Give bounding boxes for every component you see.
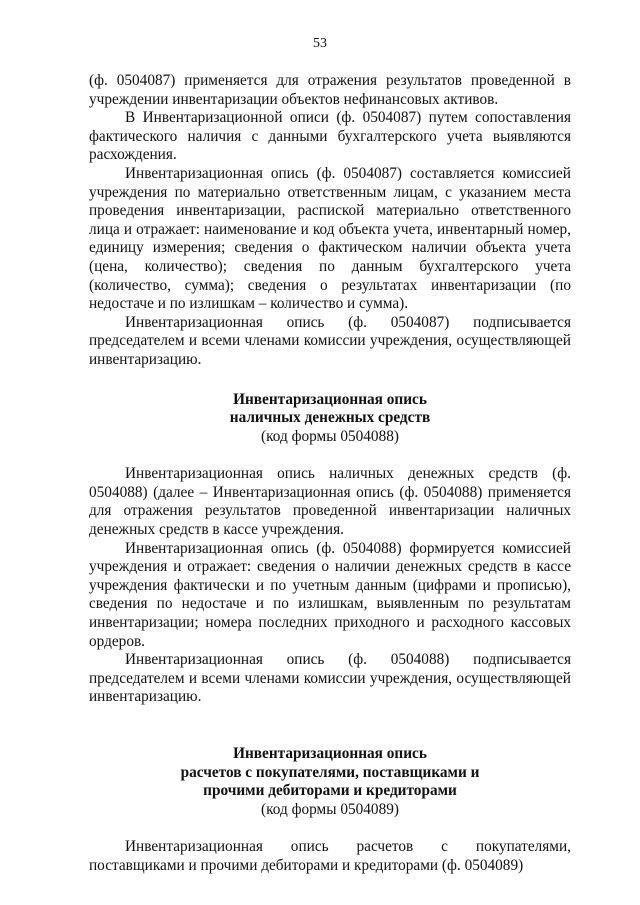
section-heading: Инвентаризационная опись — [233, 390, 427, 408]
document-body — [89, 72, 571, 876]
section-heading: прочими дебиторами и кредиторами — [203, 782, 457, 800]
paragraph: Инвентаризационная опись (ф. 0504087) подписывается председателем и всеми членами комиссии учреждения, осуществляющей инвентаризацию. — [89, 313, 571, 368]
paragraph: Инвентаризационная опись расчетов с покупателями, поставщиками и прочими дебиторами и кредиторами (ф. 0504089) — [89, 838, 571, 874]
paragraph: В Инвентаризационной описи (ф. 0504087) путем сопоставления фактического наличия с данными бухгалтерского учета выявляются расхождения. — [89, 109, 571, 164]
paragraph: Инвентаризационная опись (ф. 0504088) подписывается председателем и всеми членами комиссии учреждения, осуществляющей инвентаризацию. — [89, 651, 571, 706]
paragraph: (ф. 0504087) применяется для отражения результатов проведенной в учреждении инвентаризации объектов нефинансовых активов. — [89, 72, 571, 108]
section-heading: наличных денежных средств — [229, 409, 431, 427]
paragraph: Инвентаризационная опись (ф. 0504087) составляется комиссией учреждения по материально ответственным лицам, с указанием места проведения инвентаризации, распиской материально ответственного лица и отражает: наименование и код объекта учета, инвентарный номер, единицу измерения; сведения о фактическом наличии объекта учета (цена, количество); сведения по данным бухгалтерского учета (количество, сумма); сведения о результатах инвентаризации (по недостаче и по излишкам – количество и сумма). — [89, 164, 571, 313]
paragraph: Инвентаризационная опись (ф. 0504088) формируется комиссией учреждения и отражает: сведения о наличии денежных средств в кассе учреждения фактически и по учетным данным (цифрами и прописью), сведения по недостаче и по излишкам, выявленным по результатам инвентаризации; номера последних приходного и расходного кассовых ордеров. — [89, 539, 571, 650]
section-heading: Инвентаризационная опись — [233, 745, 427, 762]
section-heading: расчетов с покупателями, поставщиками и — [180, 763, 480, 781]
form-code: (код формы 0504088) — [261, 427, 399, 445]
page-number: 53 — [313, 36, 327, 51]
form-code: (код формы 0504089) — [261, 800, 399, 818]
paragraph: Инвентаризационная опись наличных денежных средств (ф. 0504088) (далее – Инвентаризационная опись (ф. 0504088) применяется для отражения результатов проведенной инвентаризации наличных денежных средств в кассе учреждения. — [89, 465, 571, 539]
